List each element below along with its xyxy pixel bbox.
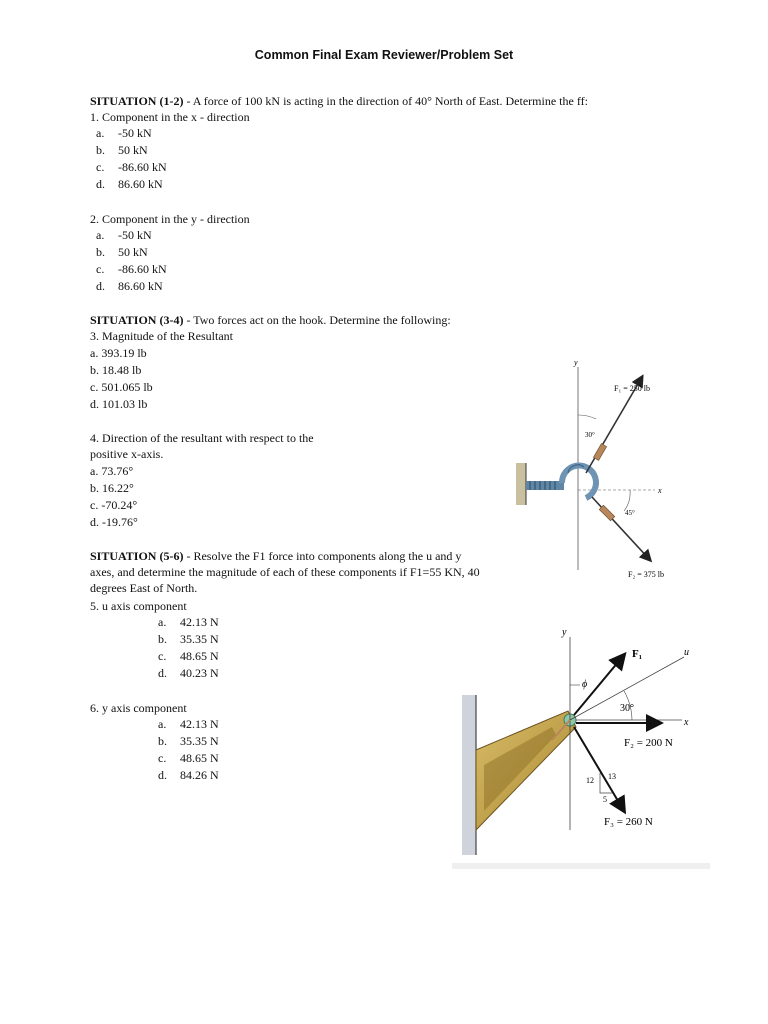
situation-5-6-text: - Resolve the F1 force into components along the u and y <box>183 549 462 563</box>
situation-3-4-text: - Two forces act on the hook. Determine the following: <box>183 313 451 327</box>
question-3: 3. Magnitude of the Resultant <box>90 329 233 343</box>
q3-option-a: a. 393.19 lb <box>90 346 147 360</box>
y-axis-label: y <box>562 627 567 638</box>
force-f2-arrow <box>592 497 650 560</box>
force-f1-label: F₁ <box>632 648 643 660</box>
q2-option-a <box>96 227 152 243</box>
question-5: 5. u axis component <box>90 599 187 613</box>
bracket-force-diagram <box>452 615 710 870</box>
situation-1-2-heading: SITUATION (1-2) <box>90 94 184 108</box>
situation-3-4-intro <box>90 312 451 328</box>
q6-option-d <box>158 767 219 783</box>
option-text: 50 kN <box>118 143 148 157</box>
f2-turnbuckle <box>599 505 615 521</box>
q1-option-a <box>96 125 152 141</box>
question-6: 6. y axis component <box>90 701 187 715</box>
q4-option-b: b. 16.22° <box>90 481 134 495</box>
q2-option-b <box>96 244 148 260</box>
force-f3-label: F₃ = 260 N <box>604 816 653 828</box>
option-text: 48.65 N <box>180 649 219 663</box>
slope-13-label: 13 <box>608 772 616 781</box>
q4-option-c: c. -70.24° <box>90 498 138 512</box>
force-f2-label: F₂ = 375 lb <box>628 570 664 579</box>
q2-option-c <box>96 261 167 277</box>
force-f1-label: F₁ = 250 lb <box>614 384 650 393</box>
option-text: 35.35 N <box>180 632 219 646</box>
option-letter: a. <box>158 615 167 629</box>
x-axis-label: x <box>658 486 662 495</box>
option-letter: b. <box>158 632 167 646</box>
wall <box>516 463 526 505</box>
angle-phi-label: ϕ <box>582 679 588 690</box>
option-letter: a. <box>158 717 167 731</box>
option-text: 35.35 N <box>180 734 219 748</box>
q3-option-c: c. 501.065 lb <box>90 380 153 394</box>
q5-option-b <box>158 631 219 647</box>
option-letter: d. <box>158 768 167 782</box>
q6-option-a <box>158 716 219 732</box>
angle-45-label: 45° <box>625 509 635 517</box>
option-letter: d. <box>96 279 105 293</box>
q5-option-d <box>158 665 219 681</box>
option-letter: a. <box>96 126 105 140</box>
question-1: 1. Component in the x - direction <box>90 110 250 124</box>
situation-5-6-text-line3: degrees East of North. <box>90 581 198 595</box>
option-text: 86.60 kN <box>118 279 163 293</box>
slope-5-label: 5 <box>603 795 607 804</box>
option-text: 42.13 N <box>180 717 219 731</box>
option-text: -86.60 kN <box>118 262 167 276</box>
question-4-line1: 4. Direction of the resultant with respect to the <box>90 431 314 445</box>
angle-30-label: 30° <box>620 703 634 714</box>
u-axis-label: u <box>684 647 689 658</box>
y-axis-label: y <box>574 358 578 367</box>
q4-option-a: a. 73.76° <box>90 464 134 478</box>
option-letter: c. <box>158 751 167 765</box>
q6-option-b <box>158 733 219 749</box>
question-4-line2: positive x-axis. <box>90 447 164 461</box>
figure-bottom-band <box>452 863 710 869</box>
situation-1-2-text: - A force of 100 kN is acting in the direction of 40° North of East. Determine the ff: <box>183 94 588 108</box>
angle-30-label: 30° <box>585 431 595 439</box>
option-letter: b. <box>96 143 105 157</box>
q2-option-d <box>96 278 163 294</box>
option-letter: d. <box>158 666 167 680</box>
document-title: Common Final Exam Reviewer/Problem Set <box>254 48 514 62</box>
x-axis-label: x <box>684 717 689 728</box>
wall <box>462 695 476 855</box>
situation-5-6-intro <box>90 548 461 564</box>
angle-30-arc <box>578 415 596 419</box>
option-letter: b. <box>96 245 105 259</box>
q3-option-d: d. 101.03 lb <box>90 397 148 411</box>
slope-12-label: 12 <box>586 776 594 785</box>
q1-option-b <box>96 142 148 158</box>
option-letter: c. <box>96 160 105 174</box>
hook-ring <box>562 466 596 498</box>
q1-option-d <box>96 176 163 192</box>
situation-5-6-text-line2: axes, and determine the magnitude of each of these components if F1=55 KN, 40 <box>90 565 480 579</box>
hook-force-diagram <box>510 355 710 585</box>
q1-option-c <box>96 159 167 175</box>
angle-45-arc <box>624 490 630 511</box>
q4-option-d: d. -19.76° <box>90 515 138 529</box>
q6-option-c <box>158 750 219 766</box>
question-2: 2. Component in the y - direction <box>90 212 250 226</box>
option-text: 84.26 N <box>180 768 219 782</box>
option-text: -50 kN <box>118 126 152 140</box>
option-letter: d. <box>96 177 105 191</box>
situation-3-4-heading: SITUATION (3-4) <box>90 313 184 327</box>
option-text: 86.60 kN <box>118 177 163 191</box>
option-text: 50 kN <box>118 245 148 259</box>
option-text: -50 kN <box>118 228 152 242</box>
q5-option-c <box>158 648 219 664</box>
option-letter: a. <box>96 228 105 242</box>
option-text: -86.60 kN <box>118 160 167 174</box>
option-letter: c. <box>158 649 167 663</box>
force-f2-label: F₂ = 200 N <box>624 737 673 749</box>
q5-option-a <box>158 614 219 630</box>
situation-1-2-intro <box>90 93 588 109</box>
option-letter: c. <box>96 262 105 276</box>
option-text: 40.23 N <box>180 666 219 680</box>
option-text: 48.65 N <box>180 751 219 765</box>
situation-5-6-heading: SITUATION (5-6) <box>90 549 184 563</box>
option-text: 42.13 N <box>180 615 219 629</box>
f1-turnbuckle <box>593 444 606 461</box>
q3-option-b: b. 18.48 lb <box>90 363 142 377</box>
option-letter: b. <box>158 734 167 748</box>
